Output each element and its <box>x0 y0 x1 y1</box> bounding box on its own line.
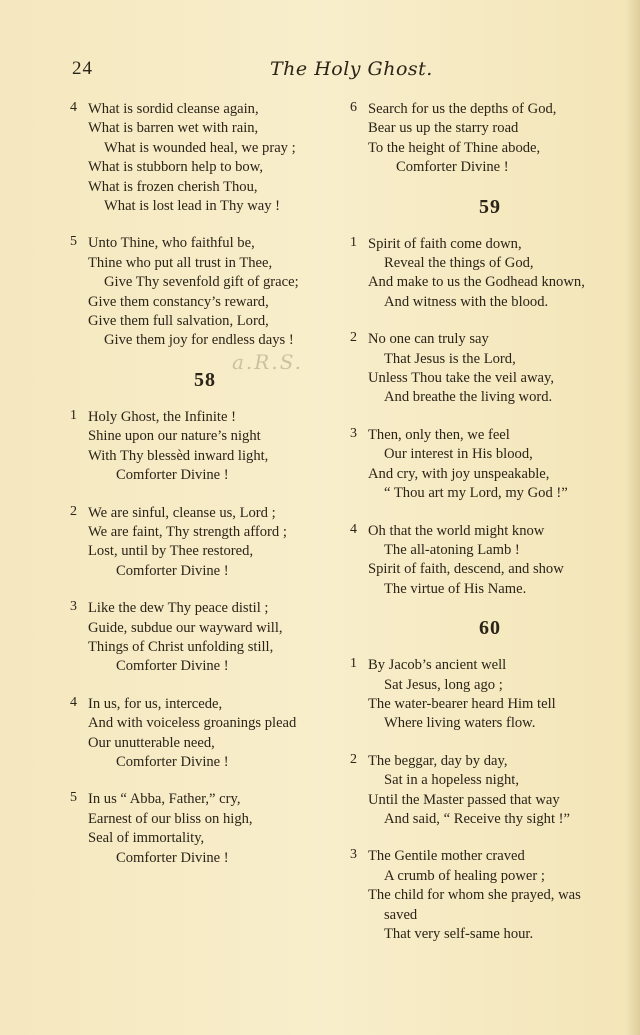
verse-line: The water-bearer heard Him tell <box>368 695 556 712</box>
stanza <box>350 656 630 734</box>
stanza-number: 1 <box>350 656 357 672</box>
verse-line: And breathe the living word. <box>384 389 553 406</box>
verse-line: Reveal the things of God, <box>384 255 534 272</box>
verse-line: And with voiceless groanings plead <box>88 715 297 732</box>
verse-line: Unto Thine, who faithful be, <box>88 235 255 252</box>
stanza <box>70 234 340 350</box>
verse-line: In us “ Abba, Father,” cry, <box>88 791 241 808</box>
stanza-number: 4 <box>70 100 77 115</box>
stanza <box>70 599 340 677</box>
verse-line: The child for whom she prayed, was <box>368 887 581 904</box>
verse-line: A crumb of healing power ; <box>384 867 545 884</box>
verse-line: The Gentile mother craved <box>368 848 525 865</box>
running-title: The Holy Ghost. <box>270 58 433 80</box>
verse-line: We are sinful, cleanse us, Lord ; <box>88 504 276 521</box>
stanza-number: 2 <box>350 330 357 346</box>
verse-line: Then, only then, we feel <box>368 426 510 443</box>
verse-line: Search for us the depths of God, <box>368 101 557 117</box>
verse-line: Comforter Divine ! <box>116 562 229 579</box>
verse-line: Like the dew Thy peace distil ; <box>88 600 269 617</box>
verse-line: Spirit of faith, descend, and show <box>368 561 564 578</box>
left-column <box>70 100 340 886</box>
hymn-number: 58 <box>194 368 216 391</box>
verse-line: Seal of immortality, <box>88 830 205 847</box>
verse-line: Shine upon our nature’s night <box>88 428 261 445</box>
verse-line: Where living waters flow. <box>384 715 536 732</box>
verse-line: What is stubborn help to bow, <box>88 159 263 176</box>
hymn-number: 59 <box>479 195 501 218</box>
verse-line: And witness with the blood. <box>384 293 549 310</box>
verse-line: With Thy blessèd inward light, <box>88 447 269 464</box>
stanza-number: 4 <box>70 694 77 710</box>
verse-line: Comforter Divine ! <box>396 159 509 176</box>
verse-line: We are faint, Thy strength afford ; <box>88 523 287 540</box>
verse-line: Lost, until by Thee restored, <box>88 543 254 560</box>
verse-line: Thine who put all trust in Thee, <box>88 254 273 271</box>
verse-line: Things of Christ unfolding still, <box>88 638 274 655</box>
stanza-number: 3 <box>70 599 77 615</box>
stanza <box>70 100 340 216</box>
verse-line: Comforter Divine ! <box>116 753 229 770</box>
verse-line: Bear us up the starry road <box>368 120 519 137</box>
stanza-number: 6 <box>350 100 357 115</box>
stanza <box>70 504 340 582</box>
verse-line: Give them joy for endless days ! <box>104 332 294 349</box>
verse-line: The beggar, day by day, <box>368 752 508 769</box>
verse-line: What is lost lead in Thy way ! <box>104 198 281 215</box>
verse-line: Sat in a hopeless night, <box>384 772 519 789</box>
stanza <box>350 522 630 600</box>
verse-line: Spirit of faith come down, <box>368 235 522 252</box>
verse-line: What is sordid cleanse again, <box>88 101 259 117</box>
stanza <box>350 100 630 178</box>
verse-line: In us, for us, intercede, <box>88 695 223 712</box>
stanza <box>350 235 630 313</box>
hymn-number: 60 <box>479 617 501 640</box>
page-header <box>72 58 632 82</box>
verse-line: That Jesus is the Lord, <box>384 350 516 367</box>
verse-line: And cry, with joy unspeakable, <box>368 465 550 482</box>
verse-line: What is wounded heal, we pray ; <box>104 139 296 156</box>
pencil-annotation: a.R.S. <box>232 350 304 374</box>
stanza <box>350 426 630 504</box>
stanza <box>70 790 340 868</box>
verse-line: Unless Thou take the veil away, <box>368 370 555 387</box>
stanza <box>350 847 630 944</box>
stanza-number: 2 <box>70 503 77 519</box>
verse-line: Our interest in His blood, <box>384 446 533 463</box>
stanza-number: 5 <box>70 234 77 250</box>
stanza <box>350 330 630 408</box>
verse-line: To the height of Thine abode, <box>368 139 541 156</box>
verse-line: Holy Ghost, the Infinite ! <box>88 408 236 425</box>
stanza-number: 3 <box>350 425 357 441</box>
verse-line: Until the Master passed that way <box>368 791 560 808</box>
verse-line: Our unutterable need, <box>88 734 215 751</box>
stanza-number: 5 <box>70 790 77 806</box>
verse-line: Give them constancy’s reward, <box>88 293 269 310</box>
verse-line: Comforter Divine ! <box>116 467 229 484</box>
verse-line: Sat Jesus, long ago ; <box>384 676 503 693</box>
verse-line: And said, “ Receive thy sight !” <box>384 810 571 827</box>
stanza <box>70 408 340 486</box>
verse-line: Give them full salvation, Lord, <box>88 313 269 330</box>
verse-line: No one can truly say <box>368 331 489 348</box>
verse-line: The virtue of His Name. <box>384 580 527 597</box>
stanza <box>350 752 630 830</box>
stanza-number: 1 <box>350 234 357 250</box>
verse-line: Oh that the world might know <box>368 522 545 539</box>
stanza-number: 2 <box>350 751 357 767</box>
page-number: 24 <box>72 58 93 79</box>
verse-line: Earnest of our bliss on high, <box>88 810 253 827</box>
verse-line: What is barren wet with rain, <box>88 120 259 137</box>
stanza-number: 3 <box>350 847 357 863</box>
verse-line: Give Thy sevenfold gift of grace; <box>104 274 299 291</box>
verse-line: The all-atoning Lamb ! <box>384 541 520 558</box>
verse-line: saved <box>384 906 418 923</box>
verse-line: “ Thou art my Lord, my God !” <box>384 485 568 502</box>
verse-line: Comforter Divine ! <box>116 849 229 866</box>
verse-line: Comforter Divine ! <box>116 658 229 675</box>
verse-line: Guide, subdue our wayward will, <box>88 619 283 636</box>
right-column <box>350 100 630 962</box>
verse-line: By Jacob’s ancient well <box>368 657 507 674</box>
stanza-number: 1 <box>70 407 77 423</box>
stanza-number: 4 <box>350 521 357 537</box>
verse-line: And make to us the Godhead known, <box>368 274 585 291</box>
verse-line: What is frozen cherish Thou, <box>88 178 258 195</box>
stanza <box>70 695 340 773</box>
verse-line: That very self-same hour. <box>384 926 534 942</box>
